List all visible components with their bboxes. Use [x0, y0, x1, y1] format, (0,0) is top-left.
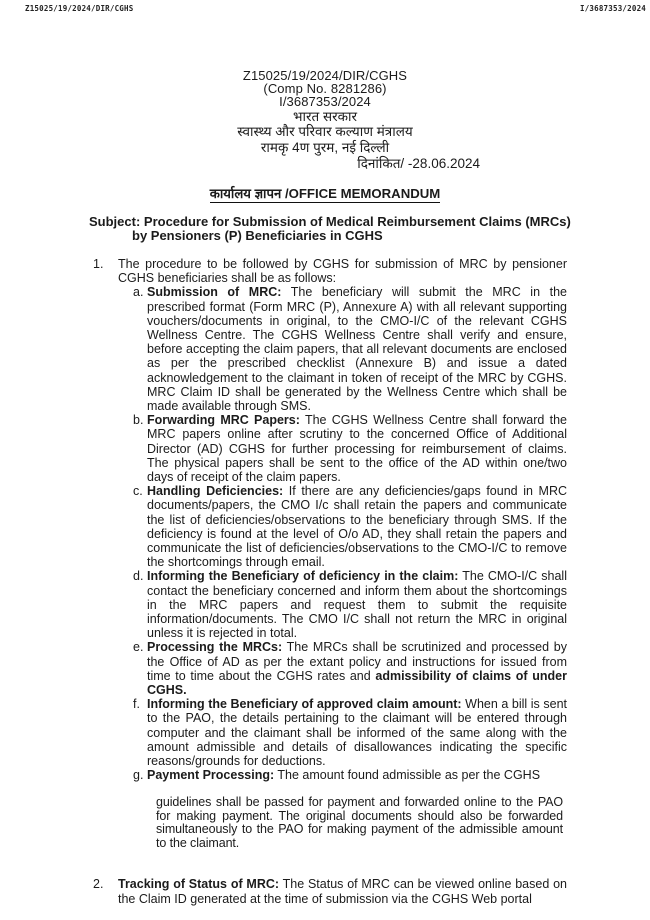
list-item-2: [93, 877, 567, 905]
computer-number: (Comp No. 8281286): [263, 80, 387, 96]
reference-number: Z15025/19/2024/DIR/CGHS: [242, 68, 408, 83]
list-item-1-intro: The procedure to be followed by CGHS for submission of MRC by pensioner CGHS beneficiaries shall be as follows:: [118, 256, 567, 286]
subject-block: [89, 215, 590, 244]
list-item-1-marker: 1.: [93, 256, 104, 271]
sub-item-b-label: Forwarding MRC Papers:: [147, 413, 300, 428]
ministry-line: स्वास्थ्य और परिवार कल्याण मंत्रालय: [237, 124, 413, 140]
memorandum-title: कार्यालय ज्ञापन /OFFICE MEMORANDUM: [209, 185, 441, 201]
sub-item-g-continuation: guidelines shall be passed for payment and forwarded online to the PAO for making payment. The original documents should also be forwarded simultaneously to the PAO for making payment of the admissible amount to the claimant.: [156, 795, 563, 850]
subject-line-2: by Pensioners (P) Beneficiaries in CGHS: [132, 228, 383, 244]
sub-item-e-bold-tail: admissibility of claims of under CGHS.: [147, 668, 567, 697]
sub-item-b-marker: b.: [133, 413, 144, 428]
memorandum-heading: [0, 184, 650, 203]
sub-item-a-label: Submission of MRC:: [147, 285, 282, 300]
sub-item-c: [118, 484, 567, 569]
sub-item-a: [118, 285, 567, 413]
list-item-2-text: The Status of MRC can be viewed online based on the Claim ID generated at the time of submission via the CGHS Web portal: [118, 877, 567, 906]
sub-item-f-marker: f.: [133, 697, 140, 712]
sub-item-e-text: The MRCs shall be scrutinized and processed by the Office of AD as per the extant policy and instructions for issued from time to time about the CGHS rates and: [147, 640, 568, 683]
sub-item-d-label: Informing the Beneficiary of deficiency in the claim:: [147, 569, 459, 584]
sub-item-g: [118, 768, 567, 782]
sub-item-d-marker: d.: [133, 569, 144, 584]
sub-item-a-text: The beneficiary will submit the MRC in the prescribed format (Form MRC (P), Annexure A) with all relevant supporting vouchers/documents in original, to the CMO-I/C of the relevant CGHS Wellness Centre. The CGHS Wellness Centre shall verify and ensure, before accepting the claim papers, that all relevant documents are enclosed as per the prescribed checklist (Annexure B) and issue a dated acknowledgement to the claimant in token of receipt of the MRC by CGHS. MRC Claim ID shall be generated by the Wellness Centre which shall be made available through SMS.: [147, 285, 567, 413]
letterhead: [0, 70, 650, 171]
list-item-1: [93, 257, 567, 851]
date-line: दिनांकित/ -28.06.2024: [357, 155, 480, 171]
sub-item-e-label: Processing the MRCs:: [147, 640, 283, 655]
sub-item-e-marker: e.: [133, 640, 144, 655]
sub-item-f: [118, 697, 567, 768]
sub-item-c-text: If there are any deficiencies/gaps found in MRC documents/papers, the CMO I/c shall retain the papers and communicate the list of deficiencies/observations to the beneficiary through SMS. If the deficiency is found at the level of O/o AD, they shall retain the papers and communicate the list of deficiencies/observations to the CMO-I/C to remove the shortcomings through email.: [147, 484, 567, 570]
list-item-2-label: Tracking of Status of MRC:: [118, 877, 280, 892]
subject-line-1: Subject: Procedure for Submission of Medical Reimbursement Claims (MRCs): [89, 213, 571, 229]
sub-item-g-label: Payment Processing:: [147, 768, 275, 783]
sub-item-b-text: The CGHS Wellness Centre shall forward the MRC papers online after scrutiny to the concerned Office of Additional Director (AD) CGHS for further processing for reimbursement of claims. The physical papers shall be sent to the office of the AD within one/two days of receipt of the claim papers.: [147, 413, 567, 484]
memorandum-body: [93, 257, 567, 906]
sub-item-b: [118, 413, 567, 484]
government-of-india-line: भारत सरकार: [293, 108, 357, 124]
sub-item-c-label: Handling Deficiencies:: [147, 484, 284, 499]
corner-header: [0, 0, 650, 13]
file-number: I/3687353/2024: [279, 93, 371, 109]
sub-item-g-marker: g.: [133, 768, 144, 783]
list-item-2-marker: 2.: [93, 877, 104, 892]
sub-item-d: [118, 569, 567, 640]
sub-item-g-text: The amount found admissible as per the CGHS: [277, 768, 541, 783]
file-ref-top-right: I/3687353/2024: [579, 4, 646, 13]
sub-item-f-label: Informing the Beneficiary of approved claim amount:: [147, 697, 462, 712]
file-ref-top-left: Z15025/19/2024/DIR/CGHS: [25, 4, 134, 13]
sub-item-c-marker: c.: [133, 484, 143, 499]
sub-item-f-text: When a bill is sent to the PAO, the details pertaining to the claimant will be entered through computer and the claimant shall be informed of the same along with the amount admissible and details of disallowances indicating the specific reasons/grounds for deductions.: [147, 697, 567, 768]
sub-item-a-marker: a.: [133, 285, 144, 300]
location-line: रामकृ 4ण पुरम, नई दिल्ली: [260, 139, 390, 155]
sub-item-d-text: The CMO-I/C shall contact the beneficiary concerned and inform them about the shortcomings in the MRC papers and request them to submit the requisite information/documents. The CMO I/C shall not return the MRC in original unless it is rejected in total.: [147, 569, 567, 641]
sub-item-e: [118, 640, 567, 697]
